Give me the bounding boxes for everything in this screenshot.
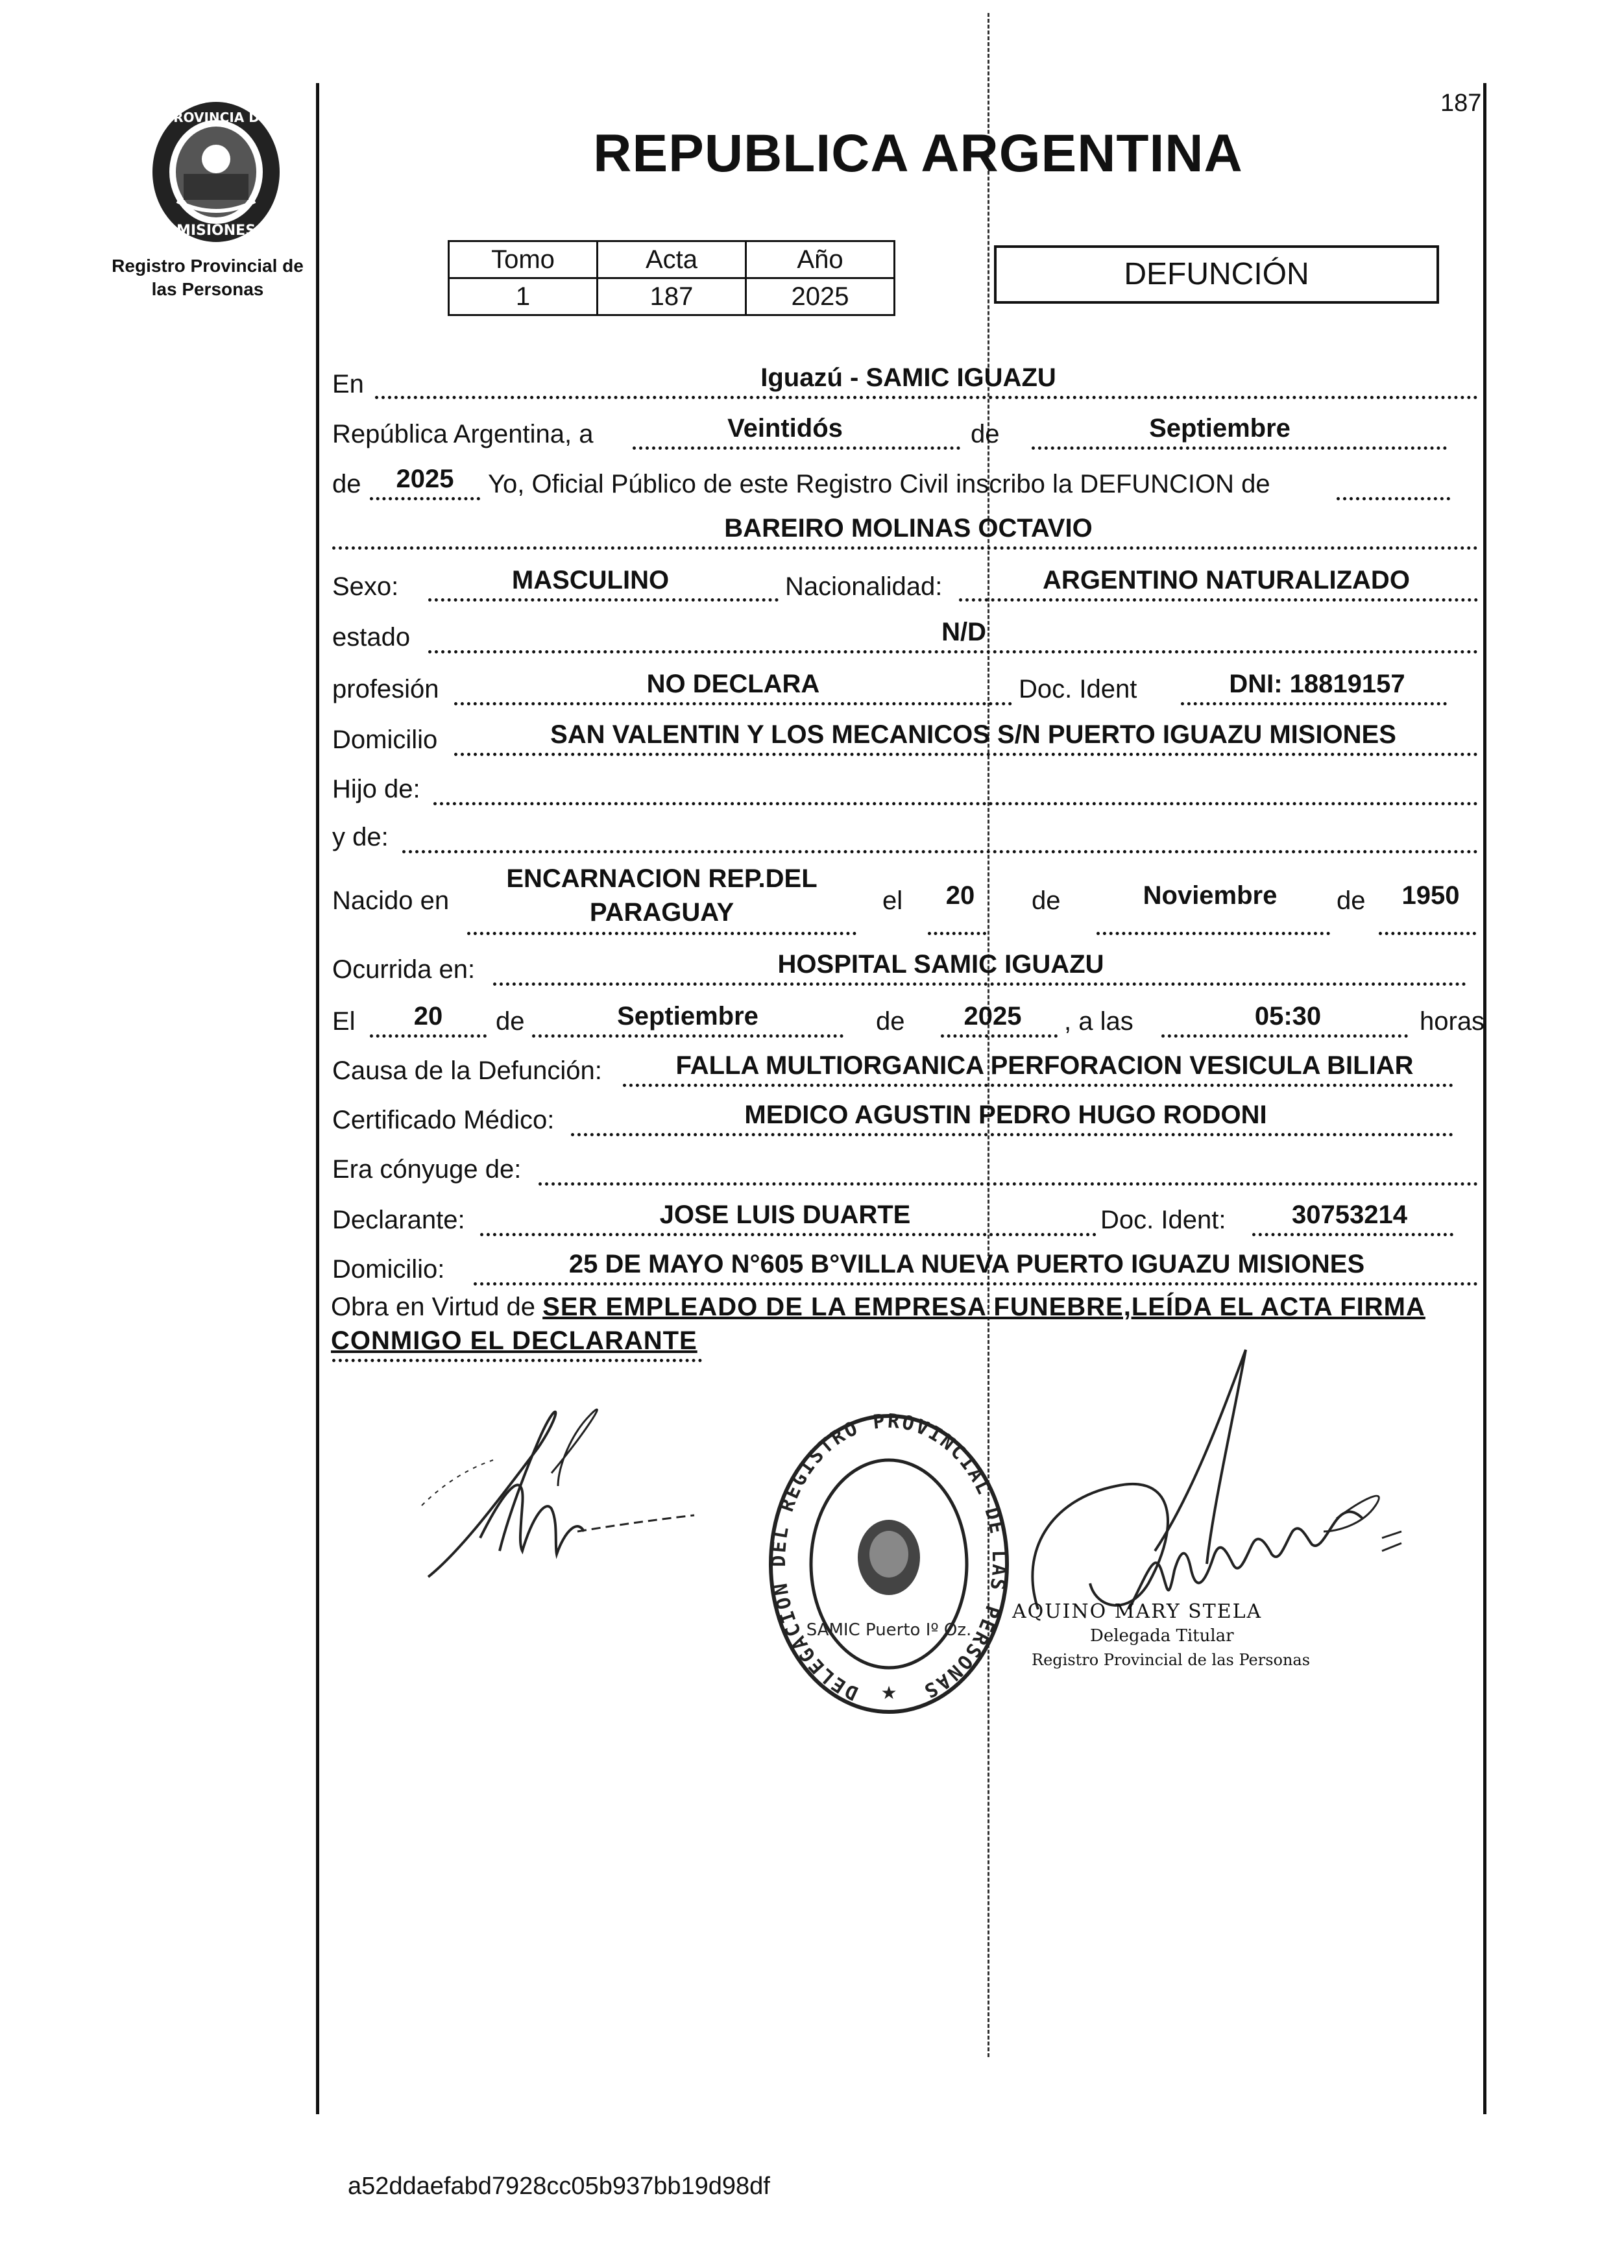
left-margin-line [316, 83, 319, 2114]
value-domicilio: SAN VALENTIN Y LOS MECANICOS S/N PUERTO IGUAZU MISIONES [550, 720, 1396, 749]
value-mes: Septiembre [1149, 414, 1291, 443]
label-de-d1: de [496, 1007, 525, 1036]
official-signature [1012, 1337, 1440, 1622]
signatory-name: AQUINO MARY STELA [1012, 1600, 1263, 1623]
label-declarante: Declarante: [332, 1206, 465, 1234]
svg-text:PROVINCIA DE: PROVINCIA DE [164, 110, 269, 125]
value-doc: DNI: 18819157 [1229, 670, 1405, 698]
label-profesion: profesión [332, 675, 439, 703]
value-obra: SER EMPLEADO DE LA EMPRESA FUNEBRE,LEÍDA EL ACTA FIRMA CONMIGO EL DECLARANTE [331, 1293, 1425, 1355]
ref-header-acta: Acta [598, 241, 746, 278]
label-republica: República Argentina, a [332, 420, 594, 448]
dots-lugar [375, 396, 1478, 399]
value-ocurrida: HOSPITAL SAMIC IGUAZU [777, 950, 1104, 979]
label-domicilio-2: Domicilio: [332, 1255, 445, 1284]
value-causa: FALLA MULTIORGANICA PERFORACION VESICULA BILIAR [675, 1051, 1414, 1080]
label-y-de: y de: [332, 823, 389, 851]
dots-nombre [332, 546, 1478, 550]
label-conyuge: Era cónyuge de: [332, 1155, 522, 1184]
value-declarante: JOSE LUIS DUARTE [659, 1201, 911, 1229]
dots-oficial-end [1337, 497, 1450, 500]
signatory-role: Delegada Titular [1090, 1626, 1234, 1646]
province-seal-logo [148, 97, 284, 247]
svg-text:★: ★ [880, 1683, 897, 1703]
label-obra: Obra en Virtud de [331, 1293, 536, 1321]
label-hijo-de: Hijo de: [332, 775, 420, 803]
right-margin-line [1483, 83, 1486, 2114]
label-de-b1: de [1032, 886, 1061, 915]
ref-value-anio: 2025 [746, 278, 895, 315]
dots-ocurrida [493, 982, 1466, 986]
svg-text:MISIONES: MISIONES [176, 223, 256, 239]
dots-hora [1161, 1034, 1408, 1038]
value-def-mes: Septiembre [617, 1002, 758, 1030]
ref-value-tomo: 1 [449, 278, 598, 315]
value-nacido-line1: ENCARNACION REP.DEL [506, 864, 818, 893]
label-domicilio: Domicilio [332, 726, 438, 754]
label-oficial: Yo, Oficial Público de este Registro Civil inscribo la DEFUNCION de [488, 470, 1270, 498]
dots-doc [1181, 702, 1447, 705]
document-hash: a52ddaefabd7928cc05b937bb19d98df [348, 2173, 770, 2200]
label-nacionalidad: Nacionalidad: [785, 572, 943, 601]
dots-nac-dia [928, 932, 986, 935]
dots-def-dia [370, 1034, 487, 1038]
page-number: 187 [1440, 90, 1482, 117]
dots-y-de [402, 850, 1478, 853]
label-doc-ident: Doc. Ident [1019, 675, 1137, 703]
dots-mes [1032, 446, 1447, 450]
dots-conyuge [539, 1182, 1478, 1186]
value-nacido-line2: PARAGUAY [589, 898, 734, 927]
label-de: de [971, 420, 1000, 448]
dots-doc-declarante [1252, 1233, 1453, 1236]
label-causa: Causa de la Defunción: [332, 1056, 602, 1085]
dots-def-anio [941, 1034, 1058, 1038]
label-certificado: Certificado Médico: [332, 1106, 555, 1134]
dots-nacido [467, 932, 856, 935]
ref-header-anio: Año [746, 241, 895, 278]
value-dia-letras: Veintidós [727, 414, 843, 443]
dots-domicilio [454, 753, 1478, 756]
svg-text:SAMIC Puerto Iº Oz.: SAMIC Puerto Iº Oz. [806, 1620, 972, 1640]
label-a-las: , a las [1064, 1007, 1133, 1036]
value-def-anio: 2025 [963, 1002, 1022, 1030]
label-de-b2: de [1337, 886, 1366, 915]
official-stamp [766, 1408, 1012, 1720]
dots-obra [332, 1359, 702, 1362]
record-type-box: DEFUNCIÓN [994, 245, 1439, 304]
ref-header-tomo: Tomo [449, 241, 598, 278]
value-certificado: MEDICO AGUSTIN PEDRO HUGO RODONI [744, 1101, 1267, 1129]
label-ocurrida-en: Ocurrida en: [332, 955, 476, 984]
declarant-signature [409, 1369, 714, 1590]
value-estado: N/D [941, 618, 986, 646]
label-el: el [882, 886, 903, 915]
value-lugar: Iguazú - SAMIC IGUAZU [760, 363, 1056, 392]
dots-profesion [454, 702, 1012, 705]
ref-value-acta: 187 [598, 278, 746, 315]
dots-def-mes [532, 1034, 843, 1038]
dots-dia-letras [633, 446, 960, 450]
signatory-org: Registro Provincial de las Personas [1032, 1651, 1311, 1669]
value-profesion: NO DECLARA [646, 670, 820, 698]
dots-estado [428, 650, 1478, 653]
label-horas: horas [1420, 1007, 1485, 1036]
label-de-2: de [332, 470, 361, 498]
value-nac-anio: 1950 [1401, 881, 1460, 910]
value-sexo: MASCULINO [511, 566, 670, 594]
value-doc-declarante: 30753214 [1292, 1201, 1407, 1229]
dots-nacionalidad [959, 598, 1478, 602]
value-def-dia: 20 [413, 1002, 443, 1030]
label-estado: estado [332, 623, 411, 652]
dots-causa [623, 1084, 1453, 1087]
value-nac-dia: 20 [945, 881, 975, 910]
label-de-d2: de [876, 1007, 905, 1036]
value-nacionalidad: ARGENTINO NATURALIZADO [1043, 566, 1410, 594]
dots-nac-mes [1097, 932, 1330, 935]
label-en: En [332, 370, 364, 398]
label-sexo: Sexo: [332, 572, 399, 601]
label-doc-ident-2: Doc. Ident: [1100, 1206, 1226, 1234]
value-nombre: BAREIRO MOLINAS OCTAVIO [724, 514, 1093, 543]
dots-anio [370, 497, 480, 500]
label-nacido-en: Nacido en [332, 886, 450, 915]
svg-text:DELEGACION DEL REGISTRO PROVIN: DELEGACION DEL REGISTRO PROVINCIAL DE LAS PERSONAS [768, 1409, 1011, 1705]
dots-declarante [480, 1233, 1097, 1236]
dots-sexo [428, 598, 779, 602]
ref-table [448, 240, 895, 316]
value-domicilio-declarante: 25 DE MAYO N°605 B°VILLA NUEVA PUERTO IGUAZU MISIONES [568, 1250, 1365, 1278]
logo-caption: Registro Provincial de las Personas [112, 256, 304, 299]
dots-hijo-de [433, 802, 1478, 805]
dots-nac-anio [1379, 932, 1476, 935]
dots-domicilio-declarante [474, 1282, 1478, 1286]
value-nac-mes: Noviembre [1143, 881, 1278, 910]
value-anio: 2025 [396, 465, 454, 493]
dots-certificado [571, 1133, 1453, 1136]
label-el-2: El [332, 1007, 356, 1036]
document-title: REPUBLICA ARGENTINA [593, 124, 1243, 183]
value-hora: 05:30 [1254, 1002, 1322, 1030]
